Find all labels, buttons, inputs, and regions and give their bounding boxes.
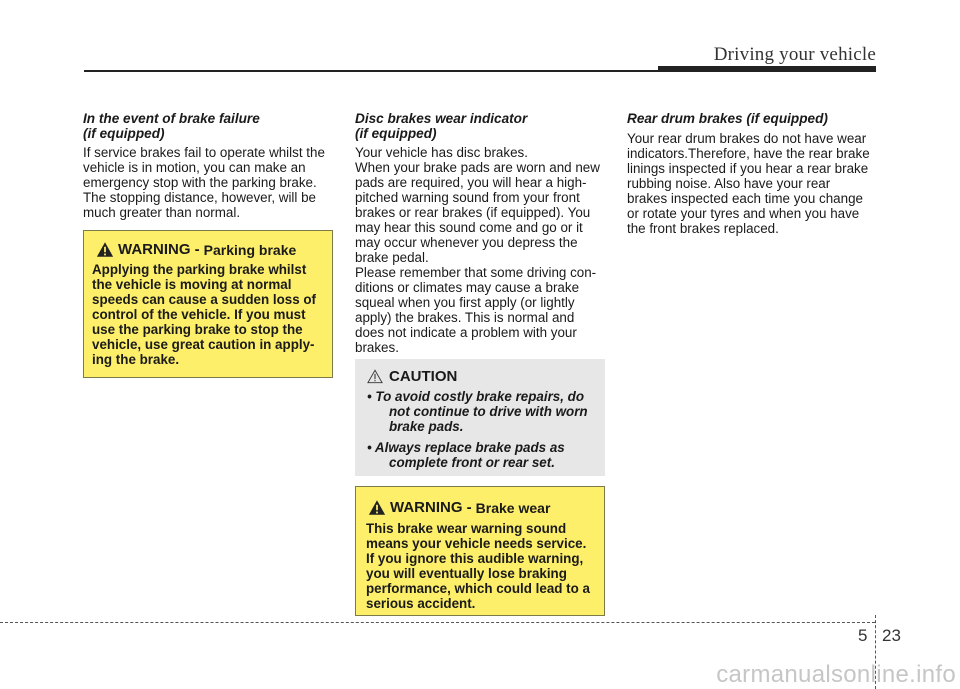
caution-item: • To avoid costly brake repairs, do not continue to drive with worn brake pads. [367, 389, 588, 434]
warning-text-brake-wear: This brake wear warning sound means your vehicle needs service. If you ignore this audible warning, you will eventually lose braking performance, which could lead to a serious accident. [366, 521, 590, 611]
warning-box-parking-brake [83, 230, 333, 378]
caution-box-brake-pads [355, 359, 605, 476]
header-rule-accent [658, 66, 876, 72]
warning-text-parking-brake: Applying the parking brake whilst the vehicle is moving at normal speeds can cause a sudden loss of control of the vehicle. If you must use the parking brake to stop the vehicle, use great caution in apply- ing the brake. [92, 262, 317, 367]
footer-rule [0, 622, 875, 623]
paragraph-disc-brakes: Your vehicle has disc brakes. When your brake pads are worn and new pads are required, you will hear a high- pitched warning sound from your front brakes or rear brakes (if equipped). You may hear this sound come and go or it may occur whenever you depress the brake pedal. Please remember that some driving con- ditions or climates may cause a brake squeal when you first apply (or lightly apply) the brakes. This is normal and does not indicate a problem with your brakes. [355, 145, 600, 355]
section-title-disc-brakes: Disc brakes wear indicator (if equipped) [355, 111, 528, 141]
section-title-brake-failure: In the event of brake failure (if equipped) [83, 111, 260, 141]
column-disc-brakes [355, 111, 605, 355]
warning-triangle-icon [368, 499, 386, 516]
caution-item: • Always replace brake pads as complete front or rear set. [367, 440, 565, 470]
page-number: 23 [882, 626, 901, 645]
column-brake-failure [83, 111, 333, 220]
warning-heading: WARNING - Brake wear [368, 499, 596, 516]
caution-heading: CAUTION [367, 368, 597, 385]
warning-triangle-icon [96, 241, 114, 258]
warning-box-brake-wear [355, 486, 605, 616]
paragraph-brake-failure: If service brakes fail to operate whilst the vehicle is in motion, you can make an emergency stop with the parking brake. The stopping distance, however, will be much greater than normal. [83, 145, 325, 220]
warning-heading: WARNING - Parking brake [96, 241, 324, 258]
chapter-number: 5 [858, 626, 868, 645]
watermark: carmanualsonline.info [716, 661, 956, 688]
caution-triangle-outline-icon [367, 369, 383, 384]
caution-list [367, 389, 597, 470]
section-header-title: Driving your vehicle [713, 44, 876, 65]
column-rear-drum-brakes [627, 111, 877, 236]
paragraph-rear-drum: Your rear drum brakes do not have wear indicators.Therefore, have the rear brake linings inspected if you hear a rear brake rubbing noise. Also have your rear brakes inspected each time you change or rotate your tyres and when you have the front brakes replaced. [627, 131, 870, 236]
section-title-rear-drum: Rear drum brakes (if equipped) [627, 111, 828, 126]
